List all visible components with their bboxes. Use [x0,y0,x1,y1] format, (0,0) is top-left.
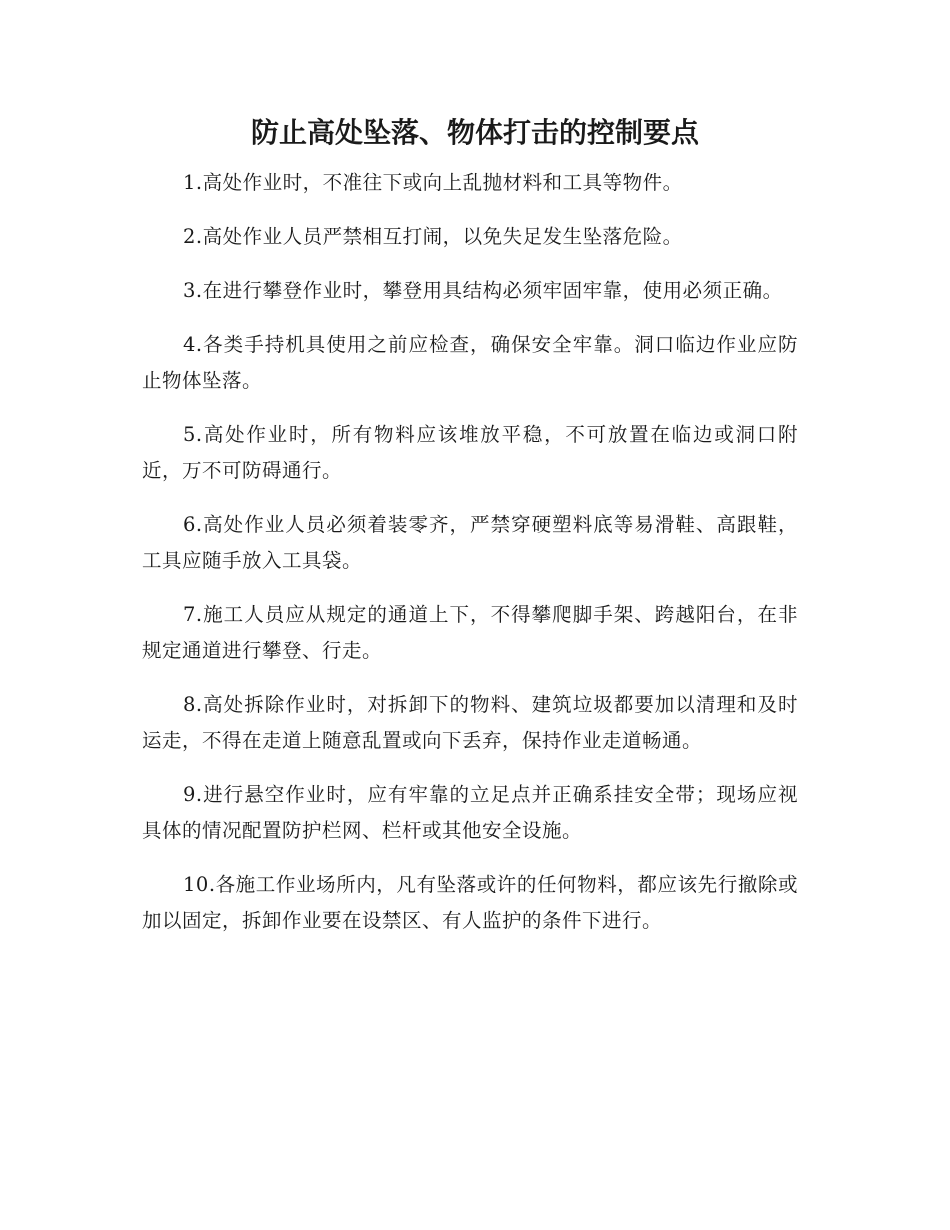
list-item-4: 4.各类手持机具使用之前应检查，确保安全牢靠。洞口临边作业应防止物体坠落。 [142,333,798,392]
list-item-5: 5.高处作业时，所有物料应该堆放平稳，不可放置在临边或洞口附近，万不可防碍通行。 [142,423,798,482]
list-item-3: 3.在进行攀登作业时，攀登用具结构必须牢固牢靠，使用必须正确。 [183,279,783,302]
list-item-9: 9.进行悬空作业时，应有牢靠的立足点并正确系挂安全带；现场应视具体的情况配置防护栏网、栏杆或其他安全设施。 [142,783,798,842]
item-list [142,165,798,957]
list-item-6: 6.高处作业人员必须着装零齐，严禁穿硬塑料底等易滑鞋、高跟鞋，工具应随手放入工具袋。 [142,513,798,572]
list-item-2: 2.高处作业人员严禁相互打闹，以免失足发生坠落危险。 [183,225,683,248]
page-title: 防止高处坠落、物体打击的控制要点 [250,116,699,149]
list-item-8: 8.高处拆除作业时，对拆卸下的物料、建筑垃圾都要加以清理和及时运走，不得在走道上随意乱置或向下丢弃，保持作业走道畅通。 [142,693,798,752]
list-item-7: 7.施工人员应从规定的通道上下，不得攀爬脚手架、跨越阳台，在非规定通道进行攀登、行走。 [142,603,798,662]
list-item-1: 1.高处作业时，不准往下或向上乱抛材料和工具等物件。 [183,171,683,194]
list-item-10: 10.各施工作业场所内，凡有坠落或许的任何物料，都应该先行撤除或加以固定，拆卸作业要在设禁区、有人监护的条件下进行。 [142,873,798,932]
